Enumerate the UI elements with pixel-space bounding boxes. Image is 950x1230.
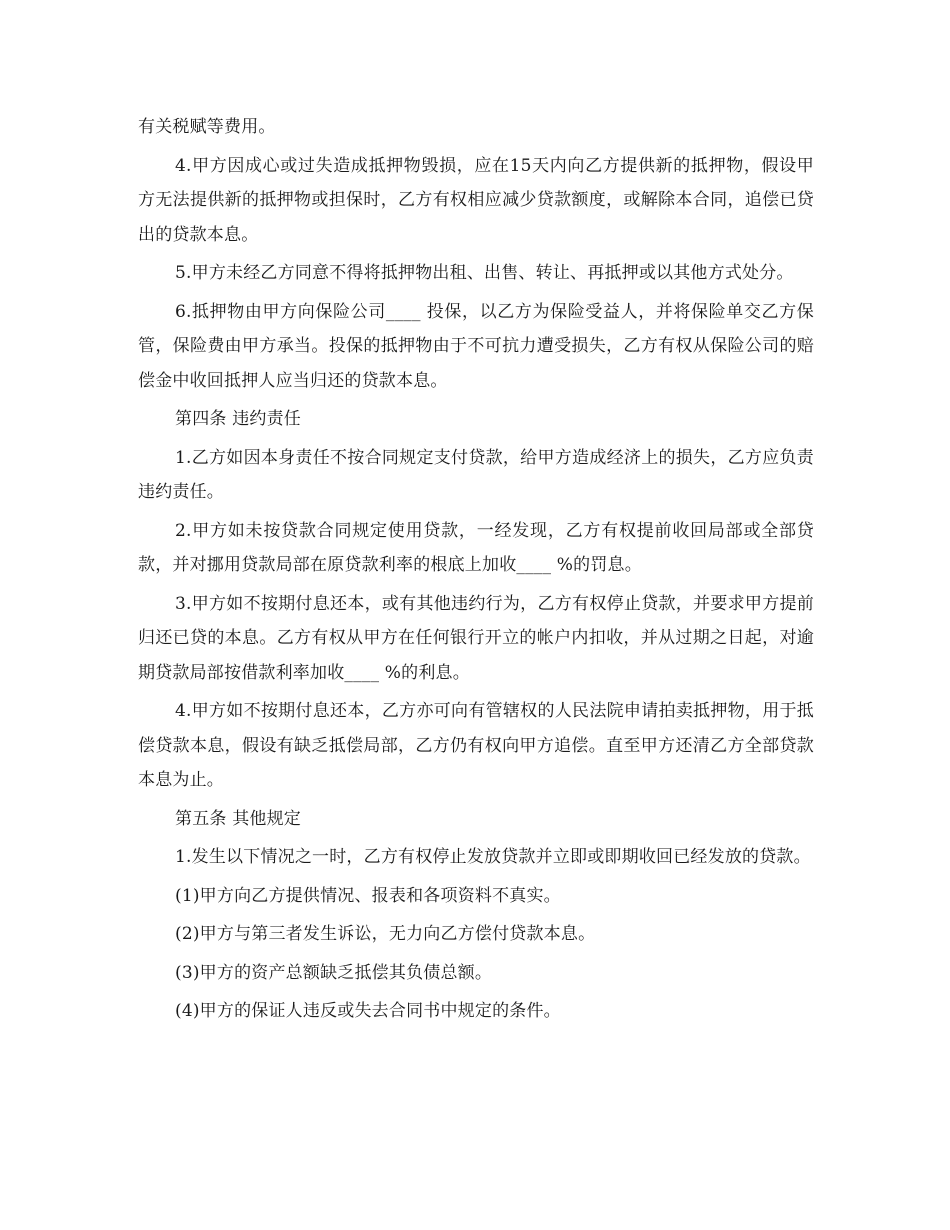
clause-4-item-3: 3.甲方如不按期付息还本，或有其他违约行为，乙方有权停止贷款，并要求甲方提前归还已贷的本息。乙方有权从甲方在任何银行开立的帐户内扣收，并从过期之日起，对逾期贷款局部按借款利率加收____ %的利息。	[138, 593, 814, 683]
section-heading-article-5: 第五条 其他规定	[175, 808, 302, 829]
clause-5-subitem-3: (3)甲方的资产总额缺乏抵偿其负债总额。	[175, 962, 493, 983]
clause-5-subitem-1: (1)甲方向乙方提供情况、报表和各项资料不真实。	[175, 885, 561, 906]
document-page	[138, 110, 814, 1033]
clause-5-subitem-2: (2)甲方与第三者发生诉讼，无力向乙方偿付贷款本息。	[175, 924, 596, 944]
clause-3-item-6: 6.抵押物由甲方向保险公司____ 投保，以乙方为保险受益人，并将保险单交乙方保管，保险费由甲方承当。投保的抵押物由于不可抗力遭受损失，乙方有权从保险公司的赔偿金中收回抵押人应当归还的贷款本息。	[138, 301, 814, 391]
clause-5-subitem-4: (4)甲方的保证人违反或失去合同书中规定的条件。	[175, 1001, 561, 1021]
clause-4-item-1: 1.乙方如因本身责任不按合同规定支付贷款，给甲方造成经济上的损失，乙方应负责违约责任。	[138, 447, 814, 502]
paragraph-continuation: 有关税赋等费用。	[138, 117, 276, 137]
clause-4-item-2: 2.甲方如未按贷款合同规定使用贷款，一经发现，乙方有权提前收回局部或全部贷款，并对挪用贷款局部在原贷款利率的根底上加收____ %的罚息。	[138, 520, 814, 575]
clause-3-item-4: 4.甲方因成心或过失造成抵押物毁损，应在15天内向乙方提供新的抵押物，假设甲方无法提供新的抵押物或担保时，乙方有权相应减少贷款额度，或解除本合同，追偿已贷出的贷款本息。	[138, 155, 814, 245]
clause-5-item-1: 1.发生以下情况之一时，乙方有权停止发放贷款并立即或即期收回已经发放的贷款。	[175, 847, 811, 867]
clause-4-item-4: 4.甲方如不按期付息还本，乙方亦可向有管辖权的人民法院申请拍卖抵押物，用于抵偿贷款本息，假设有缺乏抵偿局部，乙方仍有权向甲方追偿。直至甲方还清乙方全部贷款本息为止。	[138, 701, 814, 790]
section-heading-article-4: 第四条 违约责任	[175, 409, 302, 429]
clause-3-item-5: 5.甲方未经乙方同意不得将抵押物出租、出售、转让、再抵押或以其他方式处分。	[175, 263, 794, 283]
